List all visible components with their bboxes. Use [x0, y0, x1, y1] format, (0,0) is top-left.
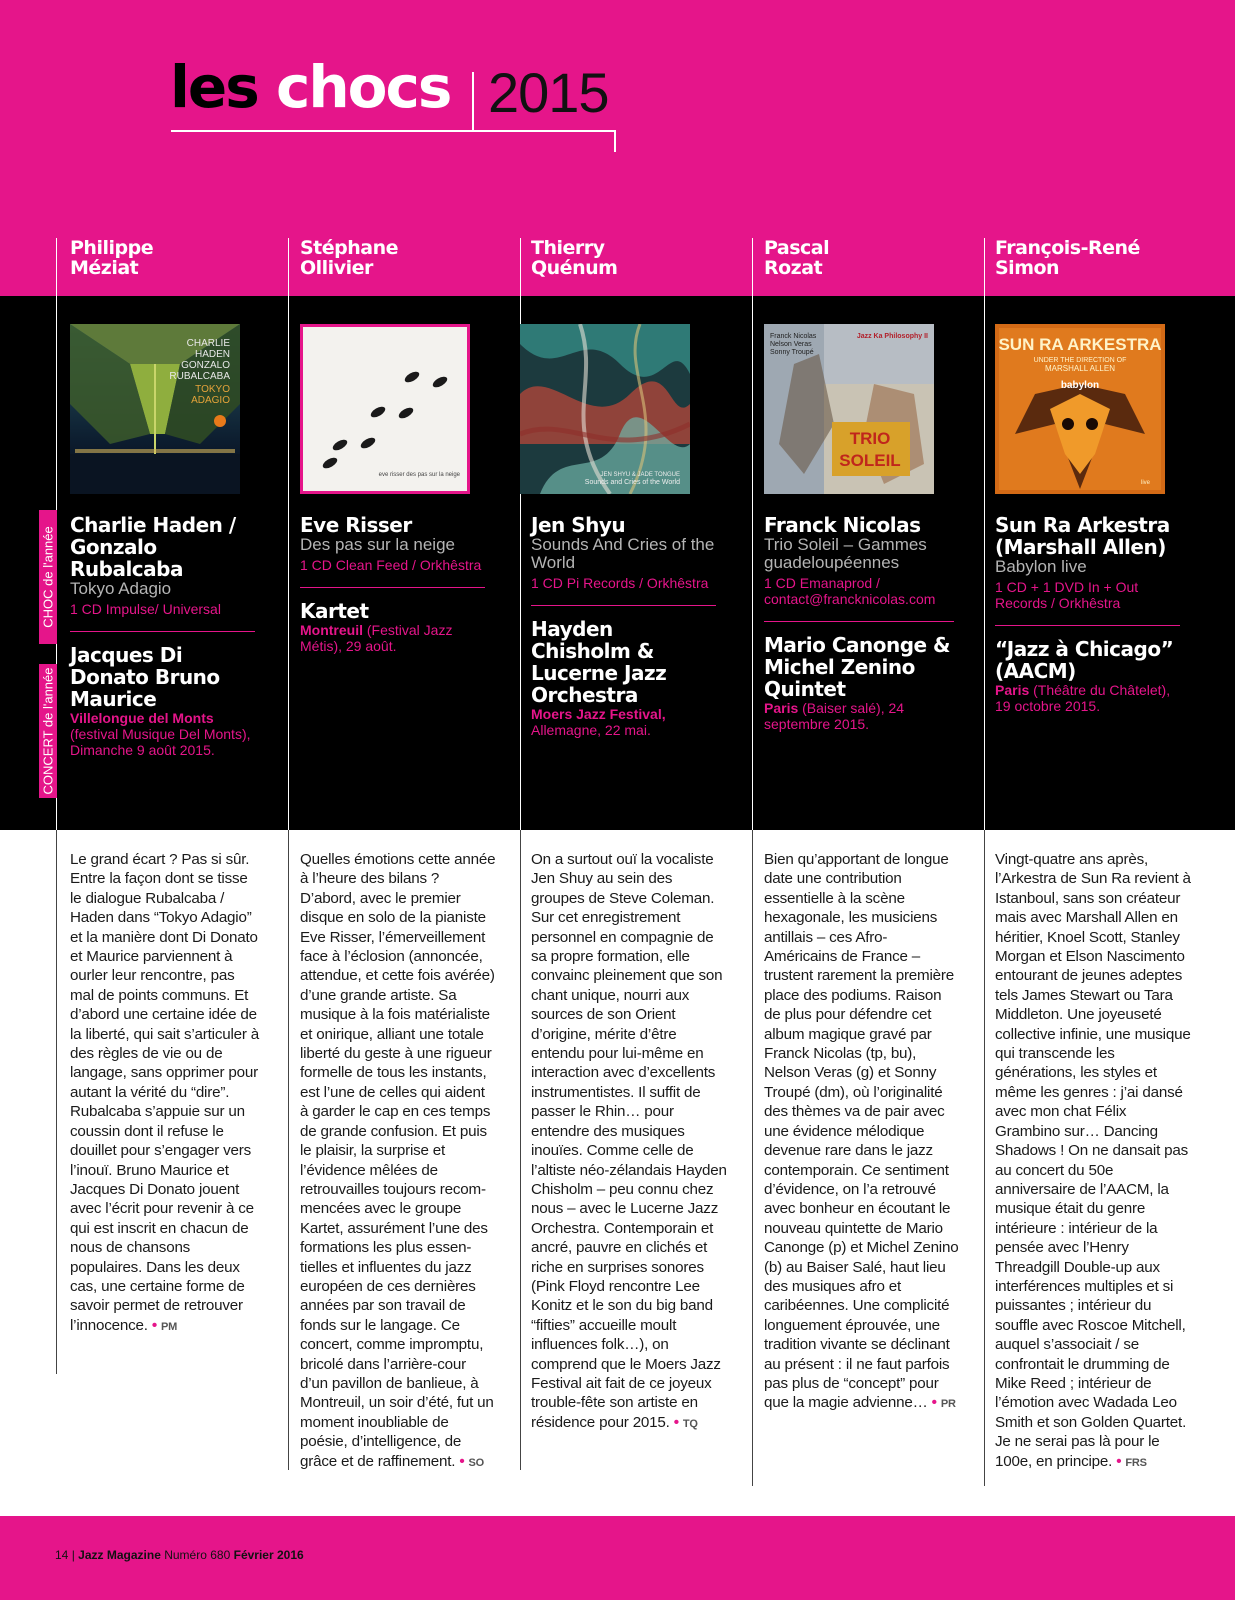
svg-text:live: live [1140, 480, 1150, 486]
divider [764, 621, 954, 622]
album-label: 1 CD + 1 DVD In + Out Records / Orkhêstra [995, 579, 1139, 611]
concert-place: Montreuil (Festival Jazz Métis), 29 août. [300, 622, 453, 654]
svg-text:CHARLIE: CHARLIE [186, 338, 230, 349]
column-rule-lower [56, 830, 57, 1374]
svg-text:ADAGIO: ADAGIO [191, 395, 230, 406]
album-label: 1 CD Emanaprod / contact@francknicolas.com [764, 575, 936, 607]
page-year: 2015 [488, 61, 609, 124]
concert-place: Villelongue del Monts (festival Musique Del Monts), Dimanche 9 août 2015. [70, 710, 251, 758]
choc-tag: CHOC de l'année [39, 510, 57, 644]
title-underline-end [614, 130, 616, 152]
svg-text:HADEN: HADEN [194, 349, 230, 360]
album-artist: Eve Risser [300, 513, 412, 537]
concert-tag: CONCERT de l'année [39, 664, 57, 798]
svg-text:Sonny Troupé: Sonny Troupé [770, 349, 814, 356]
svg-text:SUN RA ARKESTRA: SUN RA ARKESTRA [998, 335, 1162, 354]
magazine-name: Jazz Magazine [78, 1548, 161, 1562]
svg-text:TRIO: TRIO [849, 429, 891, 448]
album-title: Trio Soleil – Gammes guadeloupéennes [764, 535, 927, 572]
selection-info [70, 514, 255, 758]
album-artist: Franck Nicolas [764, 513, 921, 537]
critic-name: Philippe Méziat [70, 237, 154, 279]
album-artist: Jen Shyu [531, 513, 626, 537]
svg-text:GONZALO: GONZALO [181, 360, 230, 371]
album-label: 1 CD Clean Feed / Orkhêstra [300, 557, 482, 573]
album-cover [764, 324, 934, 494]
album-title: Des pas sur la neige [300, 535, 455, 554]
page-number: 14 [55, 1548, 69, 1562]
album-cover [300, 324, 470, 494]
svg-text:TOKYO: TOKYO [195, 384, 230, 395]
divider [70, 631, 255, 632]
critic-name: Stéphane Ollivier [300, 237, 399, 279]
selection-info [995, 514, 1180, 714]
review-text: Vingt-quatre ans après, l’Arkestra de Sun Ra revient à Istanboul, sans son créateur mais avec Marshall Allen en héritier, Knoel Scott, Stanley Morgan et Elson Nascimento entourant de jeunes adeptes tels James Stewart ou Tara Middleton. Une joyeuseté collective infinie, une musique qui transcende les générations, les styles et même les genres : j’ai dansé avec mon chat Félix Grambino sur… Dancing Shadows ! On ne dansait pas au concert du 50e anniversaire de l’AACM, la musique était du genre intérieure : intérieur de la pensée avec l’Henry Threadgill Double-up aux interférences multiples et si puissantes ; intérieur du souffle avec Roscoe Mitchell, auquel s’associait / se confrontait le drumming de Mike Reed ; intérieur de l’émotion avec Wadada Leo Smith et son Golden Quartet. Je ne serai pas là pour le 100e, en principe. • FRS [995, 851, 1191, 1470]
column-rule-lower [288, 830, 289, 1470]
divider [531, 605, 716, 606]
album-cover [70, 324, 240, 494]
album-title: Sounds And Cries of the World [531, 535, 715, 572]
review-text: Quelles émotions cette année à l’heure des bilans ? D’abord, avec le premier disque en solo de la pianiste Eve Risser, l’émerveillement face à l’éclosion (annoncée, attendue, et cette fois avérée) d’une grande artiste. Sa musique à la fois matérialiste et onirique, alliant une totale liberté du geste à une rigueur formelle de tous les instants, est l’une de celles qui aident à garder le cap en ces temps de grande confusion. Et puis le plaisir, la surprise et l’évidence mêlées de retrouvailles toujours recommencées avec le groupe Kartet, assurément l’une des formations les plus essentielles et influentes du jazz européen de ces dernières années par son travail de fonds sur le langage. Ce concert, comme impromptu, bricolé dans l’arrière-cour d’un pavillon de banlieue, à Montreuil, un soir d’été, fut un moment inoubliable de poésie, d’intelligence, de grâce et de raffinement. • SO [300, 851, 496, 1470]
svg-text:UNDER THE DIRECTION OF: UNDER THE DIRECTION OF [1033, 357, 1127, 364]
concert-artist: Mario Canonge & Michel Zenino Quintet [764, 633, 950, 701]
svg-text:babylon: babylon [1060, 380, 1100, 391]
album-label: 1 CD Impulse/ Universal [70, 601, 221, 617]
column-rule-lower [752, 830, 753, 1486]
svg-text:JEN SHYU & JADE TONGUE: JEN SHYU & JADE TONGUE [600, 472, 680, 478]
concert-place: Paris (Baiser salé), 24 septembre 2015. [764, 700, 905, 732]
concert-place: Paris (Théâtre du Châtelet), 19 octobre 2015. [995, 682, 1171, 714]
svg-text:Sounds and Cries of the World: Sounds and Cries of the World [584, 479, 680, 486]
selection-info [531, 514, 716, 738]
concert-place: Moers Jazz Festival, Allemagne, 22 mai. [531, 706, 666, 738]
concert-artist: Kartet [300, 599, 369, 623]
column-rule-lower [984, 830, 985, 1486]
svg-text:MARSHALL ALLEN: MARSHALL ALLEN [1045, 364, 1115, 373]
album-cover [995, 324, 1165, 494]
album-cover [520, 324, 690, 494]
concert-artist: Hayden Chisholm & Lucerne Jazz Orchestra [531, 617, 667, 707]
critic-name: Pascal Rozat [764, 237, 830, 279]
divider [300, 587, 485, 588]
concert-artist: “Jazz à Chicago” (AACM) [995, 637, 1174, 683]
album-title: Babylon live [995, 557, 1087, 576]
selection-info [764, 514, 954, 732]
svg-text:Nelson Veras: Nelson Veras [770, 341, 812, 348]
issue-number: Numéro 680 [164, 1548, 231, 1562]
concert-artist: Jacques Di Donato Bruno Maurice [70, 643, 220, 711]
album-artist: Sun Ra Arkestra (Marshall Allen) [995, 513, 1170, 559]
svg-text:Jazz Ka Philosophy II: Jazz Ka Philosophy II [856, 333, 928, 340]
critic-name: François-René Simon [995, 237, 1140, 279]
svg-text:RUBALCABA: RUBALCABA [169, 371, 230, 382]
album-artist: Charlie Haden / Gonzalo Rubalcaba [70, 513, 236, 581]
svg-text:SOLEIL: SOLEIL [839, 451, 901, 470]
page-footer: 14 | Jazz Magazine Numéro 680 Février 2016 [55, 1548, 304, 1562]
title-underline [171, 130, 615, 132]
issue-date: Février 2016 [233, 1548, 304, 1562]
review-text: On a surtout ouï la vocaliste Jen Shuy au sein des groupes de Steve Coleman. Sur cet enregistrement personnel en compagnie de sa propre formation, elle convainc pleinement que son chant unique, nourri aux sources de son Orient d’origine, mérite d’être entendu pour lui-même en interaction avec d’excellents instrumentistes. Il suffit de passer le Rhin… pour entendre des musiques inouïes. Comme celle de l’altiste néo-zélandais Hayden Chisholm – peu connu chez nous – avec le Lucerne Jazz Orchestra. Contemporain et ancré, pauvre en clichés et riche en surprises sonores (Pink Floyd rencontre Lee Konitz et le son du big band “fifties” accueille moult influences folk…), on comprend que le Moers Jazz Festival ait fait de ce joyeux trouble-fête son artiste en résidence pour 2015. • TQ [531, 851, 727, 1431]
review-text: Le grand écart ? Pas si sûr. Entre la façon dont se tisse le dialogue Rubalcaba / Haden dans “Tokyo Adagio” et la manière dont Di Donato et Maurice parviennent à ourler leur rencontre, pas mal de points communs. Et d’abord une certaine idée de la liberté, qui sait s’articuler à des règles de vie ou de langage, sans opprimer pour autant la vérité du “dire”. Rubalcaba s’appuie sur un coussin dont il refuse le douillet pour s’engager vers l’inouï. Bruno Maurice et Jacques Di Donato jouent avec l’écrit pour revenir à ce qui est inscrit en chacun de nous de chansons populaires. Dans les deux cas, une certaine forme de savoir permet de retrouver l’innocence. • PM [70, 851, 260, 1334]
title-divider [472, 72, 474, 132]
selection-info [300, 514, 485, 654]
page-title: les chocs [170, 53, 451, 121]
critic-name: Thierry Quénum [531, 237, 618, 279]
album-label: 1 CD Pi Records / Orkhêstra [531, 575, 709, 591]
album-title: Tokyo Adagio [70, 579, 172, 598]
divider [995, 625, 1180, 626]
review-text: Bien qu’apportant de longue date une contribution essentielle à la scène hexagonale, les musiciens antillais – ces Afro-Américains de France – trustent rarement la première place des podiums. Raison de plus pour défendre cet album magique gravé par Franck Nicolas (tp, bu), Nelson Veras (g) et Sonny Troupé (dm), où l’originalité des thèmes va de pair avec une évidence mélodique devenue rare dans le jazz contemporain. Ce sentiment d’évidence, on l’a retrouvé avec bonheur en écoutant le nouveau quintette de Mario Canonge (p) et Michel Zenino (b) au Baiser Salé, haut lieu des musiques afro et caribéennes. Une complicité longuement éprouvée, une tradition vivante se déclinant au présent : il ne faut parfois pas plus de “concept” pour que la magie advienne… • PR [764, 851, 959, 1412]
cover-text: eve risser des pas sur la neige [378, 472, 460, 478]
svg-text:Franck Nicolas: Franck Nicolas [770, 333, 817, 340]
column-rule-lower [520, 830, 521, 1470]
